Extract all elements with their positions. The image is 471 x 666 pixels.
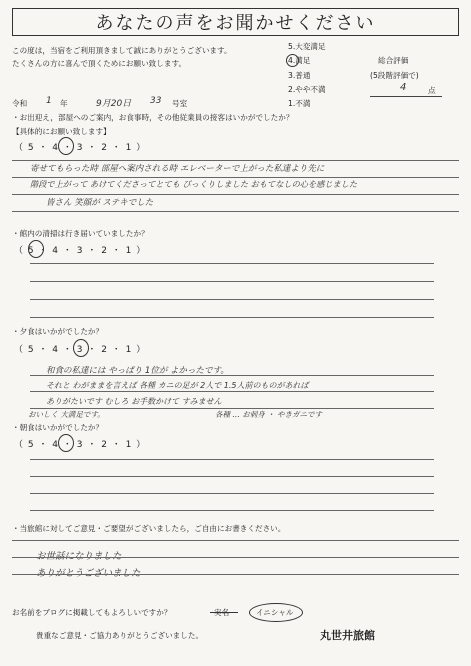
q5-answer-2: ありがとうございました: [36, 568, 141, 579]
q5-answer-1: お世話になりました: [36, 551, 122, 562]
room-number: 33: [150, 96, 162, 106]
room-era: 令和: [12, 99, 28, 108]
scale-4-circle: [286, 54, 299, 67]
thanks-text: 貴重なご意見・ご協力ありがとうございました。: [36, 631, 204, 640]
blog-option-circle: [249, 603, 303, 622]
scale-5: 5.大変満足: [288, 42, 326, 51]
q4-rule-2: [30, 476, 434, 477]
q4-rule-4: [30, 510, 434, 511]
q3-answer-2: それと わがままを言えば 各種 カニの足が 2人で 1.5人前のものがあれば: [46, 381, 309, 390]
overall-underline: [370, 96, 442, 97]
q3-answer-5: 各種 … お刺身 ・ やきガニです: [215, 410, 323, 419]
intro-line-2: たくさんの方に喜んで頂くためにお願い致します。: [12, 59, 187, 68]
scale-3: 3.普通: [288, 71, 311, 80]
q3-answer-4: おいしく 大満足です。: [28, 410, 105, 419]
q1-answer-2: 階段で上がって あけてくださってとても びっくりしました おもてなしの心を感じました: [30, 179, 358, 189]
scale-1: 1.不満: [288, 99, 311, 108]
room-year-unit: 年: [60, 99, 68, 108]
room-year: 1: [46, 96, 52, 106]
q2-rule-1: [30, 263, 434, 264]
q2-rating-circle: [28, 240, 44, 258]
scale-4: 4.満足: [288, 56, 311, 65]
q4-rule-1: [30, 459, 434, 460]
q2-rating: （ 5 ・ 4 ・ 3 ・ 2 ・ 1 ）: [14, 246, 147, 256]
q1-text: ・お出迎え，部屋へのご案内，お食事時，その他従業員の接客はいかがでしたか？: [12, 113, 294, 122]
room-date: 9月20日: [96, 99, 132, 109]
q1-answer-3: 皆さん 笑顔が ステキでした: [46, 198, 154, 208]
q5-rule-3: [12, 574, 459, 575]
blog-option-initial: イニシャル: [256, 608, 294, 617]
q3-rule-2: [30, 391, 434, 392]
q4-text: ・朝食はいかがでしたか？: [12, 423, 104, 432]
q1-rating: （ 5 ・ 4 ・ 3 ・ 2 ・ 1 ）: [14, 143, 147, 153]
q5-text: ・当旅館に対してご意見・ご要望がございましたら，ご自由にお書きください。: [12, 524, 286, 533]
inn-name: 丸世井旅館: [320, 629, 375, 642]
q3-text: ・夕食はいかがでしたか？: [12, 327, 104, 336]
q5-rule-2: [12, 557, 459, 558]
q3-answer-3: ありがたいです むしろ お手数かけて すみません: [46, 397, 222, 406]
q4-rating-circle: [58, 434, 74, 452]
q3-rating-circle: [73, 339, 89, 357]
q3-rule-3: [30, 408, 434, 409]
q5-rule-1: [12, 540, 459, 541]
scale-2: 2.やや不満: [288, 85, 326, 94]
q1-rule-3: [12, 194, 459, 195]
q3-rule-1: [30, 375, 434, 376]
q3-answer-1: 和食の私達には やっぱり 1位が よかったです。: [46, 366, 229, 376]
blog-question: お名前をブログに掲載してもよろしいですか？: [12, 608, 172, 617]
overall-sub: (5段階評価で): [370, 71, 419, 80]
q1-rule-1: [12, 160, 459, 161]
room-number-unit: 号室: [172, 99, 188, 108]
q1-rule-2: [12, 177, 459, 178]
page-title: [12, 8, 459, 36]
overall-score: 4: [400, 82, 407, 93]
blog-option-strike: [210, 612, 238, 613]
blog-option-real-name: 実名: [214, 608, 230, 617]
q4-rating: （ 5 ・ 4 ・ 3 ・ 2 ・ 1 ）: [14, 440, 147, 450]
q2-text: ・館内の清掃は行き届いていましたか？: [12, 229, 149, 238]
q1-rating-circle: [58, 137, 74, 155]
overall-label: 総合評価: [378, 56, 409, 65]
q2-rule-3: [30, 299, 434, 300]
q4-rule-3: [30, 493, 434, 494]
overall-unit: 点: [428, 86, 436, 95]
q1-detail-label: 【具体的にお願い致します】: [12, 127, 111, 136]
q3-rating: （ 5 ・ 4 ・ 3 ・ 2 ・ 1 ）: [14, 345, 147, 355]
q2-rule-2: [30, 281, 434, 282]
intro-line-1: この度は，当宿をご利用頂きまして誠にありがとうございます。: [12, 46, 232, 55]
q1-rule-4: [12, 211, 459, 212]
title-text: あなたの声をお聞かせください: [95, 13, 376, 34]
q1-answer-1: 寄せてもらった時 部屋へ案内される時 エレベーターで上がった私達より先に: [30, 164, 325, 174]
q2-rule-4: [30, 317, 434, 318]
